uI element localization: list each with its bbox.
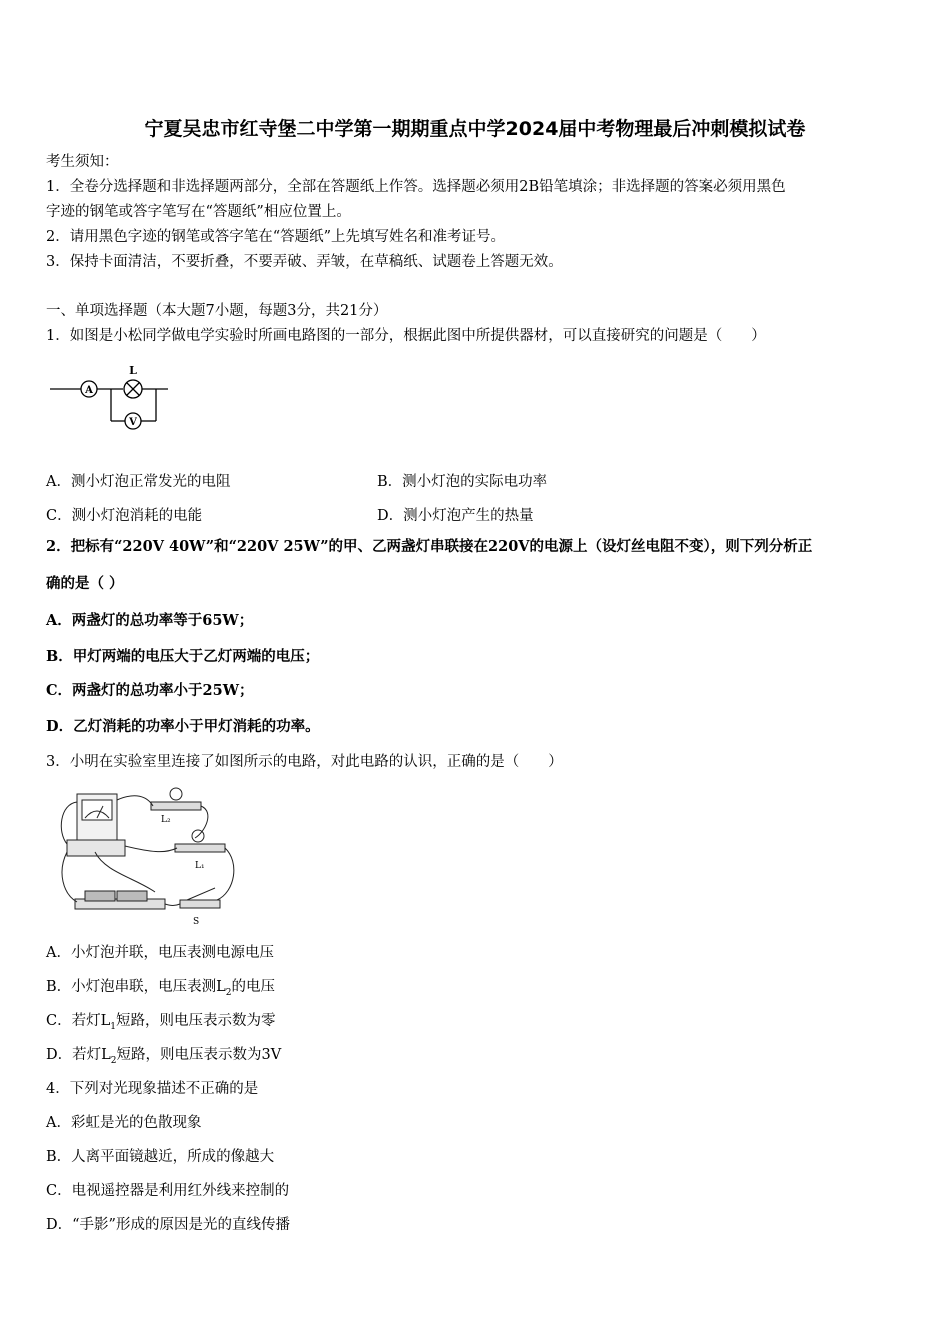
q3-option-c: C．若灯$L_1$短路，则电压表示数为零 bbox=[46, 1013, 276, 1032]
q2-option-a: A．两盏灯的总功率等于65W； bbox=[46, 612, 254, 629]
voltmeter-label: V bbox=[129, 417, 137, 428]
q4-option-a: A．彩虹是光的色散现象 bbox=[46, 1115, 202, 1131]
lamp-l2-label: L₂ bbox=[161, 815, 171, 825]
q4-option-d: D．“手影”形成的原因是光的直线传播 bbox=[46, 1217, 290, 1233]
notice-heading: 考生须知： bbox=[46, 154, 119, 170]
q1-option-b: B．测小灯泡的实际电功率 bbox=[377, 474, 548, 490]
question-4-stem: 4．下列对光现象描述不正确的是 bbox=[46, 1081, 259, 1097]
circuit-diagram-q1 bbox=[48, 362, 173, 437]
notice-item: 字迹的钢笔或答字笔写在“答题纸”相应位置上。 bbox=[46, 204, 351, 220]
question-2-stem-cont: 确的是（ ） bbox=[46, 575, 124, 592]
q2-option-b: B．甲灯两端的电压大于乙灯两端的电压； bbox=[46, 648, 320, 665]
circuit-photo-q3 bbox=[55, 782, 240, 932]
q1-option-c: C．测小灯泡消耗的电能 bbox=[46, 508, 203, 524]
notice-item: 3．保持卡面清洁，不要折叠，不要弄破、弄皱，在草稿纸、试题卷上答题无效。 bbox=[46, 254, 563, 270]
q3-option-a: A．小灯泡并联，电压表测电源电压 bbox=[46, 945, 274, 961]
q4-option-b: B．人离平面镜越近，所成的像越大 bbox=[46, 1149, 275, 1165]
q3-option-d: D．若灯$L_2$短路，则电压表示数为3V bbox=[46, 1047, 282, 1066]
q3-option-b: B．小灯泡串联，电压表测$L_2$的电压 bbox=[46, 979, 276, 998]
question-1-stem: 1．如图是小松同学做电学实验时所画电路图的一部分，根据此图中所提供器材，可以直接研究的问题是（ ） bbox=[46, 328, 766, 344]
question-3-stem: 3．小明在实验室里连接了如图所示的电路，对此电路的认识，正确的是（ ） bbox=[46, 754, 563, 770]
q1-option-d: D．测小灯泡产生的热量 bbox=[377, 508, 534, 524]
question-2-stem: 2．把标有“220V 40W”和“220V 25W”的甲、乙两盏灯串联接在220V的电源上（设灯丝电阻不变），则下列分析正 bbox=[46, 538, 813, 555]
lamp-label: L bbox=[129, 364, 137, 377]
q2-option-c: C．两盏灯的总功率小于25W； bbox=[46, 682, 254, 699]
section-heading: 一、单项选择题（本大题7小题，每题3分，共21分） bbox=[46, 303, 388, 319]
switch-label: S bbox=[193, 917, 200, 927]
ammeter-label: A bbox=[85, 385, 93, 396]
notice-item: 2．请用黑色字迹的钢笔或答字笔在“答题纸”上先填写姓名和准考证号。 bbox=[46, 229, 506, 245]
q2-option-d: D．乙灯消耗的功率小于甲灯消耗的功率。 bbox=[46, 718, 320, 735]
lamp-l1-label: L₁ bbox=[195, 861, 205, 871]
page-title: 宁夏吴忠市红寺堡二中学第一期期重点中学2024届中考物理最后冲刺模拟试卷 bbox=[144, 118, 806, 140]
q4-option-c: C．电视遥控器是利用红外线来控制的 bbox=[46, 1183, 290, 1199]
notice-item: 1．全卷分选择题和非选择题两部分，全部在答题纸上作答。选择题必须用2B铅笔填涂；非选择题的答案必须用黑色 bbox=[46, 179, 786, 195]
q1-option-a: A．测小灯泡正常发光的电阻 bbox=[46, 474, 231, 490]
